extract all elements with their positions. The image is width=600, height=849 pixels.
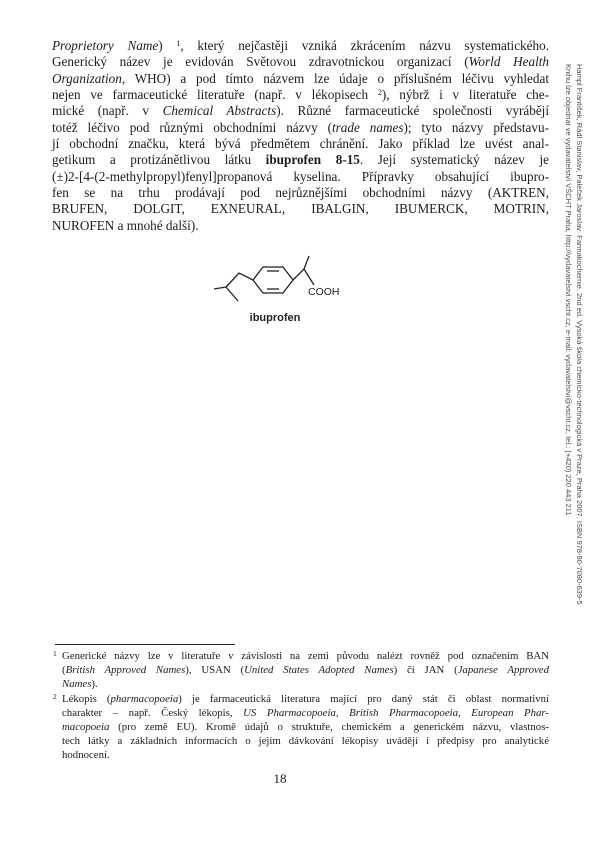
- text-line: (±)2-[4-(2-methylpropyl)fenyl]propanová kyselina. Přípravky obsahující ibupro-: [52, 168, 549, 184]
- text-line: Generické názvy lze v literatuře v závislosti na zemi původu nalézt rovněž pod označením BAN: [62, 650, 549, 662]
- text-line: Proprietory Name) $^1$, který nejčastěji vzniká zkrácením názvu systematického.: [52, 38, 549, 53]
- text-line: charakter – např. Český lékopis, US Pharmacopoeia, British Pharmacopoeia, European Phar-: [62, 706, 549, 719]
- cooh-label: COOH: [308, 286, 340, 298]
- text-line: tech látky a základních informacích o jejím dávkování lékopisy uvádějí i předpisy pro analytické: [62, 735, 549, 748]
- text-line: fen se na trhu prodávají pod nejrůznějšími obchodními názvy (AKTREN,: [52, 185, 549, 201]
- text-line: nejen ve farmaceutické literatuře (např. v lékopisech $^2$), nýbrž i v literatuře che-: [52, 87, 549, 103]
- text-line: BRUFEN, DOLGIT, EXNEURAL, IBALGIN, IBUMERCK, MOTRIN,: [52, 201, 549, 217]
- structure-caption: ibuprofen: [249, 312, 301, 324]
- text-line: (British Approved Names), USAN (United States Adopted Names) či JAN (Japanese Approved: [62, 664, 549, 677]
- text-line: NUROFEN a mnohé další).: [52, 217, 199, 233]
- page-number: 18: [273, 771, 287, 786]
- text-line: Lékopis (pharmacopoeia) je farmaceutická literatura mající pro daný stát či oblast normativní: [62, 692, 549, 705]
- propanoic-chain: [293, 256, 309, 280]
- footnote-1-marker: 1: [53, 649, 57, 658]
- bond-to-cooh: [304, 269, 314, 285]
- ibuprofen-structure-drawing: [213, 248, 353, 312]
- text-line: totéž léčivo pod různými obchodními názvy (trade names); tyto názvy představu-: [52, 119, 549, 135]
- ibuprofen-structure: [213, 248, 353, 312]
- text-line: jí obchodní značku, která bývá předmětem chránění. Jako příklad lze uvést anal-: [52, 136, 549, 152]
- methyl-down: [226, 287, 238, 301]
- footnote-2: [52, 692, 549, 763]
- isobutyl-chain: [226, 273, 253, 287]
- footnotes-block: [52, 649, 549, 763]
- text-line: macopoeia (pro země EU). Kromě údajů o struktuře, chemickém a generickém názvu, vlastnos-: [62, 721, 549, 734]
- footnote-1: [52, 649, 549, 692]
- footnote-separator: [55, 644, 235, 645]
- text-line: Generický název je evidován Světovou zdravotnickou organizací (World Health: [52, 54, 549, 70]
- methyl-left: [214, 287, 226, 289]
- footnote-2-marker: 2: [53, 691, 57, 701]
- body-paragraph: [52, 38, 549, 234]
- text-line: hodnocení.: [62, 749, 110, 762]
- text-line: getikum a protizánětlivou látku ibuprofen 8-15. Její systematický název je: [52, 152, 549, 168]
- side-citation: [563, 64, 585, 605]
- footnote-1-text: [62, 649, 549, 692]
- text-line: Organization, WHO) a pod tímto názvem lze údaje o příslušném léčivu vyhledat: [52, 70, 549, 86]
- side-citation-line-1: Hampl František, Rádl Stanislav, Paleček Jaroslav: Farmakochemie. 2nd ed. Vysoká škola chemicko-technologická v Praze, Praha 2007. ISBN 978-80-7080-639-5: [575, 64, 584, 605]
- text-line: mické (např. v Chemical Abstracts). Různé farmaceutické společnosti vyrábějí: [52, 103, 549, 119]
- text-line: Names).: [62, 678, 98, 691]
- side-citation-line-2: Knihu lze objednat ve vydavatelství VŠCHT Praha, http://vydavatelstvi.vscht.cz, e-mail: vydavatelstvi@vscht.cz, tel.: (+420) 220 443 211: [564, 64, 573, 516]
- footnote-2-text: [62, 692, 549, 763]
